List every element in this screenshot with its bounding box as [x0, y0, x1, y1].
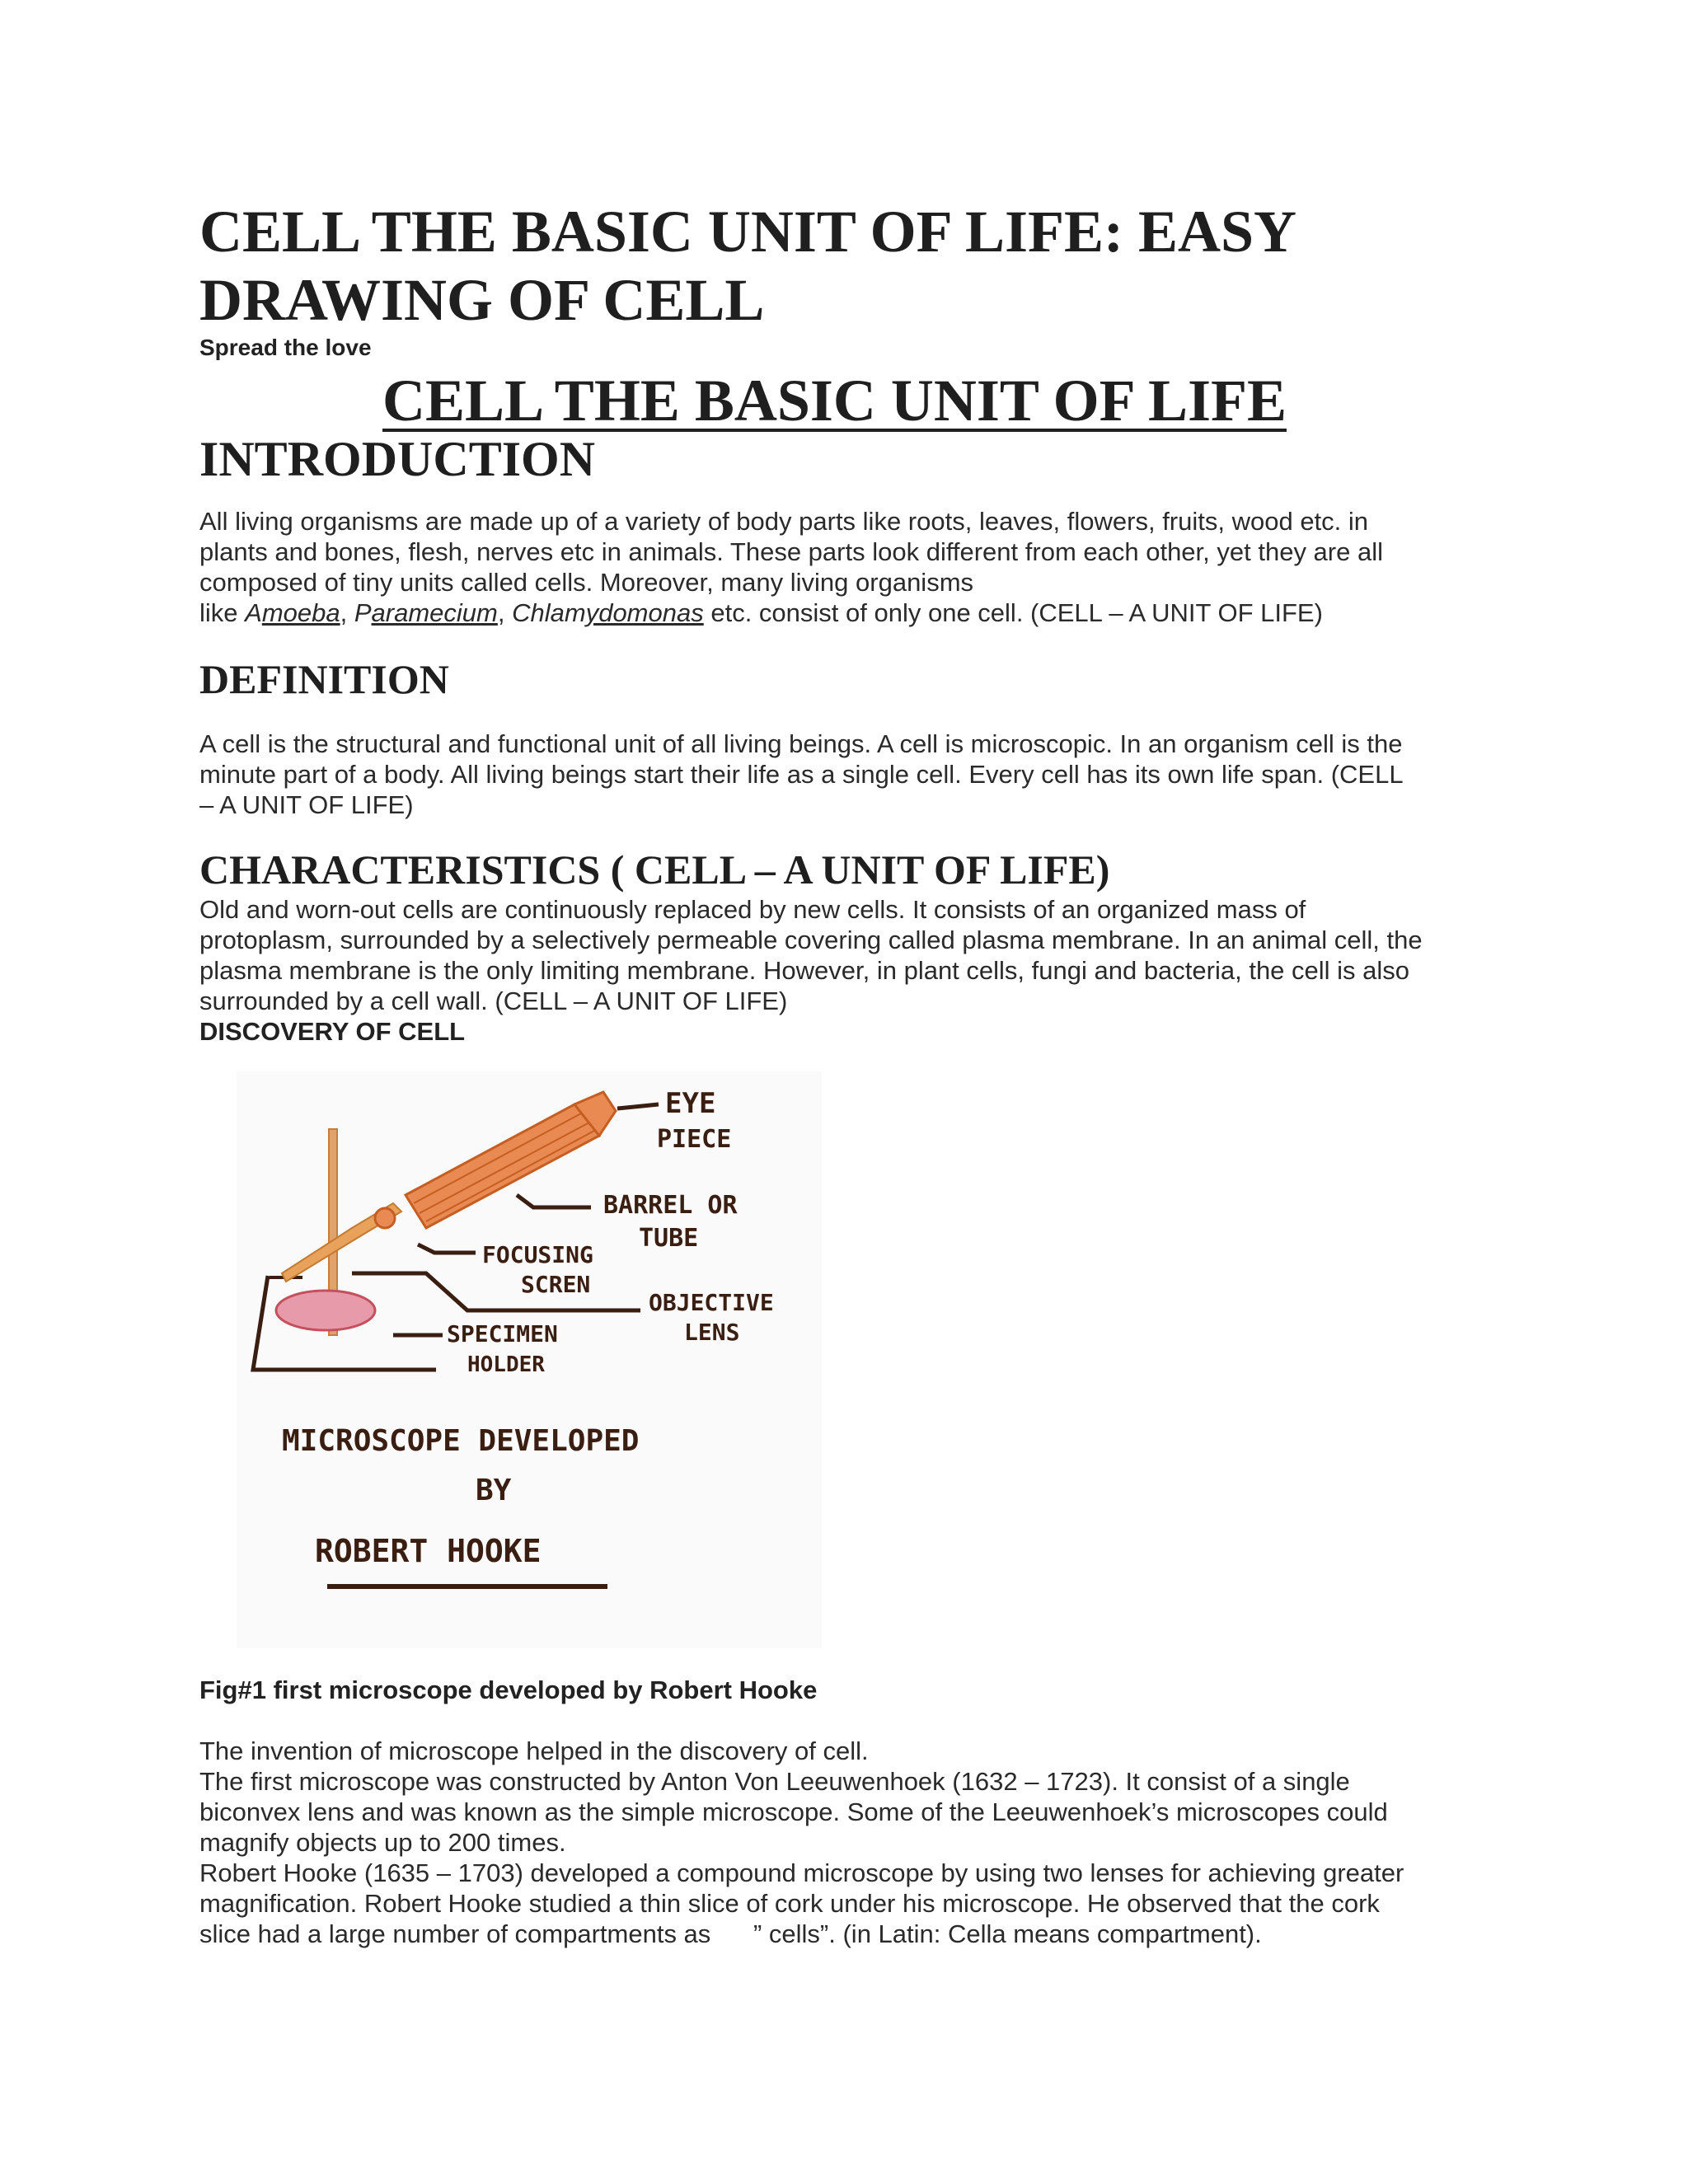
- specimen-holder: [276, 1291, 375, 1330]
- characteristics-line: protoplasm, surrounded by a selectively permeable covering called plasma membrane. In an animal cell, the: [199, 926, 1423, 954]
- characteristics-heading: CHARACTERISTICS ( CELL – A UNIT OF LIFE): [199, 846, 1110, 893]
- history-line: slice had a large number of compartments as ” cells”. (in Latin: Cella means compartment).: [199, 1919, 1262, 1948]
- label-by: BY: [476, 1474, 512, 1507]
- document-title: [199, 198, 1485, 335]
- definition-paragraph: [199, 729, 1485, 820]
- history-line: biconvex lens and was known as the simple microscope. Some of the Leeuwenhoek’s microscopes could: [199, 1797, 1388, 1826]
- intro-line: All living organisms are made up of a variety of body parts like roots, leaves, flowers, fruits, wood etc. in: [199, 507, 1369, 536]
- characteristics-paragraph: [199, 894, 1485, 1016]
- title-line-1: CELL THE BASIC UNIT OF LIFE: EASY: [199, 199, 1297, 265]
- characteristics-line: plasma membrane is the only limiting membrane. However, in plant cells, fungi and bacteria, the cell is also: [199, 956, 1410, 985]
- label-piece: PIECE: [657, 1125, 732, 1154]
- paramecium-link[interactable]: aramecium: [371, 598, 498, 627]
- label-tube: TUBE: [639, 1224, 699, 1253]
- focus-knob: [375, 1208, 395, 1228]
- intro-line: [199, 598, 1485, 628]
- amoeba-a: A: [245, 598, 262, 627]
- title-line-2: DRAWING OF CELL: [199, 267, 765, 333]
- label-microscope-developed: MICROSCOPE DEVELOPED: [282, 1424, 640, 1458]
- spread-the-love: Spread the love: [199, 335, 372, 360]
- text: like: [199, 598, 246, 627]
- focus-pointer: [418, 1244, 476, 1253]
- document-page: [199, 198, 1485, 1949]
- chlamydomonas-link[interactable]: ydomonas: [585, 598, 704, 627]
- history-line: magnification. Robert Hooke studied a thin slice of cork under his microscope. He observed that the cork: [199, 1889, 1380, 1918]
- introduction-heading: INTRODUCTION: [199, 432, 596, 486]
- history-line: Robert Hooke (1635 – 1703) developed a compound microscope by using two lenses for achieving greater: [199, 1858, 1404, 1887]
- intro-line: composed of tiny units called cells. Moreover, many living organisms: [199, 568, 974, 597]
- subtitle: CELL THE BASIC UNIT OF LIFE: [382, 368, 1287, 434]
- definition-heading: DEFINITION: [199, 656, 449, 702]
- discovery-heading: DISCOVERY OF CELL: [199, 1017, 466, 1046]
- label-holder: HOLDER: [467, 1352, 545, 1377]
- label-barrel: BARREL OR: [603, 1191, 738, 1220]
- intro-line: plants and bones, flesh, nerves etc in animals. These parts look different from each other, yet they are all: [199, 537, 1383, 566]
- barrel-pointer: [517, 1195, 591, 1207]
- microscope-drawing: [237, 1071, 822, 1648]
- objective-pointer: [352, 1273, 640, 1310]
- label-focusing: FOCUSING: [482, 1241, 593, 1268]
- introduction-paragraph: [199, 506, 1485, 628]
- chlamydomonas-a: Chlam: [512, 598, 586, 627]
- definition-line: A cell is the structural and functional unit of all living beings. A cell is microscopic. In an organism cell is the: [199, 729, 1403, 758]
- paramecium-p: P: [354, 598, 372, 627]
- definition-line: – A UNIT OF LIFE): [199, 790, 414, 819]
- label-objective: OBJECTIVE: [649, 1289, 774, 1316]
- characteristics-line: Old and worn-out cells are continuously replaced by new cells. It consists of an organized mass of: [199, 895, 1306, 924]
- text: ,: [497, 598, 513, 627]
- figure-caption: Fig#1 first microscope developed by Robert Hooke: [199, 1675, 818, 1704]
- characteristics-line: surrounded by a cell wall. (CELL – A UNIT OF LIFE): [199, 987, 788, 1015]
- microscope-figure: [237, 1071, 822, 1648]
- amoeba-link[interactable]: moeba: [261, 598, 340, 627]
- eye-pointer: [617, 1104, 659, 1108]
- text: ,: [340, 598, 354, 627]
- label-specimen: SPECIMEN: [447, 1320, 558, 1347]
- history-paragraph: [199, 1736, 1485, 1949]
- label-lens: LENS: [684, 1319, 740, 1346]
- label-eye: EYE: [665, 1087, 716, 1120]
- history-line: magnify objects up to 200 times.: [199, 1828, 566, 1857]
- definition-line: minute part of a body. All living beings start their life as a single cell. Every cell has its own life span. (CELL: [199, 760, 1404, 789]
- text: etc. consist of only one cell. (CELL – A UNIT OF LIFE): [703, 598, 1323, 627]
- label-robert-hooke: ROBERT HOOKE: [315, 1533, 542, 1569]
- history-line: The invention of microscope helped in the discovery of cell.: [199, 1736, 869, 1765]
- label-scren: SCREN: [521, 1271, 591, 1298]
- history-line: The first microscope was constructed by Anton Von Leeuwenhoek (1632 – 1723). It consist of a single: [199, 1767, 1350, 1796]
